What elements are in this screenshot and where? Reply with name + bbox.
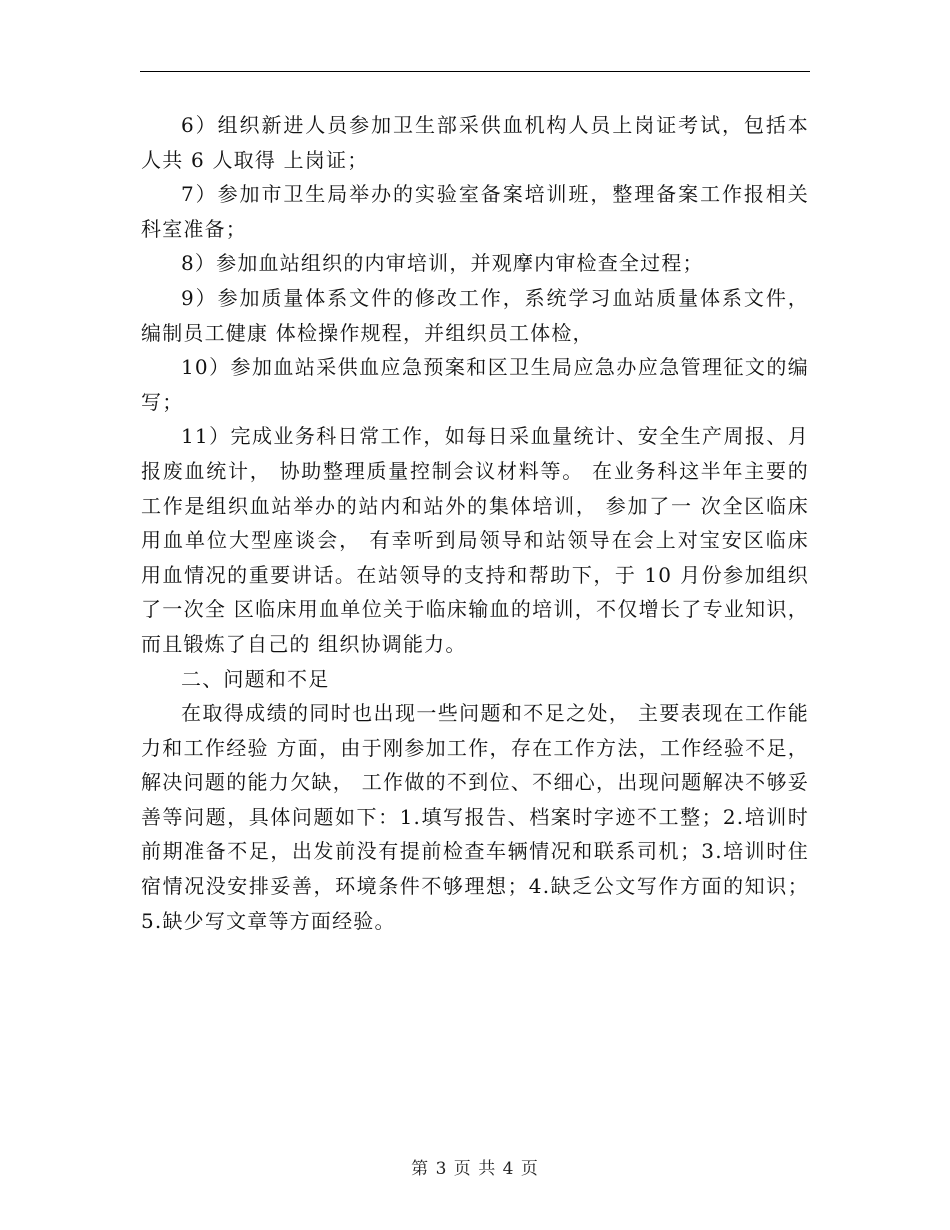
paragraph-problems: 在取得成绩的同时也出现一些问题和不足之处， 主要表现在工作能力和工作经验 方面，由于刚参加工作，存在工作方法，工作经验不足，解决问题的能力欠缺， 工作做的不到位、不细心，出现问题解决不够妥善等问题，具体问题如下：1.填写报告、档案时字迹不工整；2.培训时前期准备不足，出发前没有提前检查车辆情况和联系司机；3.培训时住宿情况没安排妥善，环境条件不够理想；4.缺乏公文写作方面的知识；5.缺少写文章等方面经验。 [141, 701, 809, 933]
paragraph-item-6: 6）组织新进人员参加卫生部采供血机构人员上岗证考试，包括本人共 6 人取得 上岗证； [141, 113, 809, 172]
header-rule [140, 71, 810, 72]
paragraph-item-11: 11）完成业务科日常工作，如每日采血量统计、安全生产周报、月报废血统计， 协助整理质量控制会议材料等。 在业务科这半年主要的工作是组织血站举办的站内和站外的集体培训， 参加了一 次全区临床用血单位大型座谈会， 有幸听到局领导和站领导在会上对宝安区临床 用血情况的重要讲话。在站领导的支持和帮助下，于 10 月份参加组织了一次全 区临床用血单位关于临床输血的培训，不仅增长了专业知识，而且锻炼了自己的 组织协调能力。 [141, 424, 809, 656]
paragraph-item-9: 9）参加质量体系文件的修改工作，系统学习血站质量体系文件，编制员工健康 体检操作规程，并组织员工体检， [141, 285, 809, 345]
paragraph-item-7: 7）参加市卫生局举办的实验室备案培训班，整理备案工作报相关科室准备； [141, 182, 809, 241]
section-heading-problems: 二、问题和不足 [181, 666, 330, 691]
document-body [141, 108, 809, 938]
paragraph-item-8: 8）参加血站组织的内审培训，并观摩内审检查全过程； [181, 251, 704, 276]
paragraph-item-10: 10）参加血站采供血应急预案和区卫生局应急办应急管理征文的编写； [141, 355, 809, 414]
page-number-footer: 第 3 页 共 4 页 [411, 1159, 539, 1179]
